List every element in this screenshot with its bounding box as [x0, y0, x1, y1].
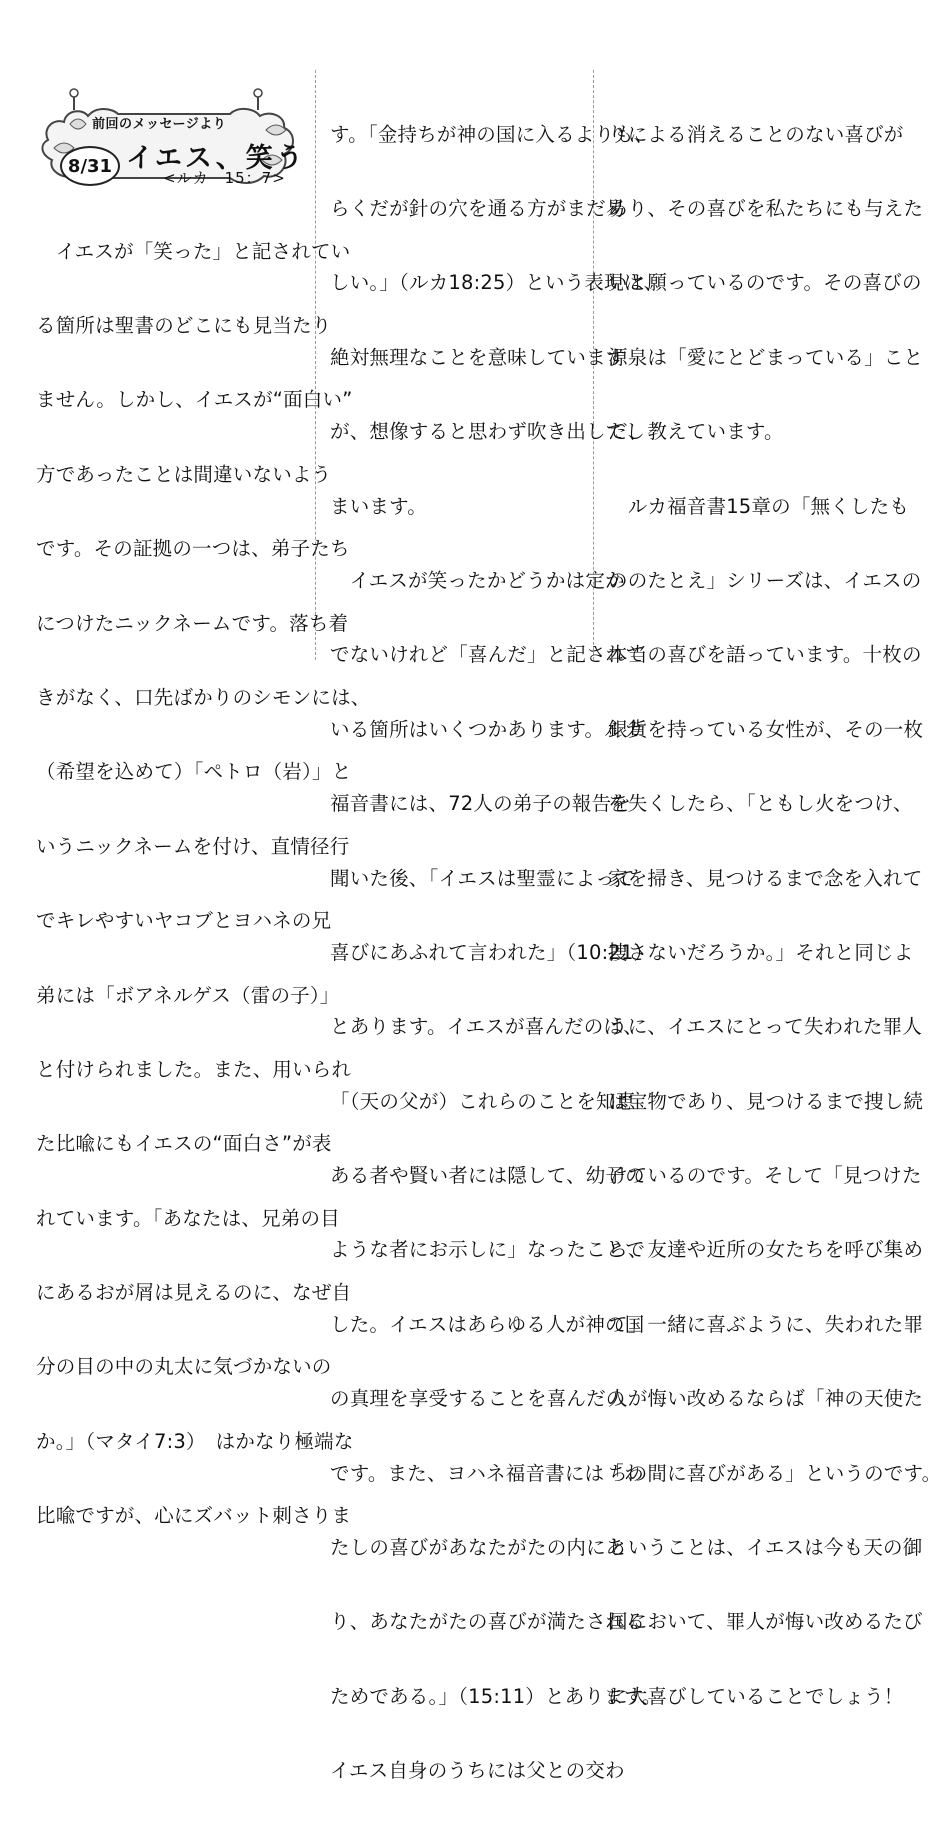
text-line: 「（天の父が）これらのことを知恵: [330, 1089, 636, 1113]
text-line: 家を掃き、見つけるまで念を入れて: [608, 866, 923, 890]
text-line: の真理を享受することを喜んだの: [330, 1387, 626, 1411]
text-line: しい。」（ルカ18:25）という表現は、: [330, 271, 664, 295]
text-line: 絶対無理なことを意味しています: [330, 345, 626, 369]
text-line: 本当の喜びを語っています。十枚の: [608, 643, 922, 667]
text-line: を失くしたら、「ともし火をつけ、: [608, 792, 913, 816]
text-line: ある者や賢い者には隠して、幼子の: [330, 1164, 645, 1188]
text-line: した。イエスはあらゆる人が神の国: [330, 1312, 645, 1336]
text-line: 分の目の中の丸太に気づかないの: [36, 1355, 332, 1379]
text-line: りによる消えることのない喜びが: [608, 122, 904, 146]
text-line: が、想像すると思わず吹き出してし: [330, 420, 646, 444]
text-line: 銀貨を持っている女性が、その一枚: [608, 717, 924, 741]
text-line: ような者にお示しに」なったことで: [330, 1238, 646, 1262]
text-line: です。その証拠の一つは、弟子たち: [36, 537, 350, 561]
text-column-1: [36, 190, 371, 1579]
text-line: に大喜びしていることでしょう！: [608, 1684, 904, 1708]
text-line: ののたとえ」シリーズは、イエスの: [608, 568, 922, 592]
text-line: いうニックネームを付け、直情径行: [36, 834, 350, 858]
text-line: た比喩にもイエスの“面白さ”が表: [36, 1132, 332, 1156]
text-line: まいます。: [330, 494, 427, 518]
scripture-reference: <ルカ 15：7>: [163, 169, 286, 187]
text-line: けているのです。そして「見つけた: [608, 1164, 922, 1188]
text-line: とあります。イエスが喜んだのは、: [330, 1015, 643, 1039]
text-line: ためである。」（15:11）とあります。: [330, 1684, 662, 1708]
text-line: 源泉は「愛にとどまっている」こと: [608, 345, 924, 369]
text-line: だ、教えています。: [608, 420, 784, 444]
text-line: （希望を込めて）「ペトロ（岩）」と: [36, 760, 352, 784]
text-line: る箇所は聖書のどこにも見当たり: [36, 313, 332, 337]
text-line: ちの間に喜びがある」というのです。: [608, 1461, 941, 1485]
text-line: ということは、イエスは今も天の御: [608, 1536, 923, 1560]
text-line: たしの喜びがあなたがたの内にあ: [330, 1536, 626, 1560]
text-line: につけたニックネームです。落ち着: [36, 611, 349, 635]
text-line: 方であったことは間違いないよう: [36, 462, 332, 486]
text-line: 比喩ですが、心にズバット刺さりま: [36, 1504, 352, 1528]
text-column-3: [608, 73, 941, 1759]
text-line: 弟には「ボアネルゲス（雷の子）」: [36, 983, 340, 1007]
text-line: 喜びにあふれて言われた」（10:21）: [330, 940, 654, 964]
text-line: 聞いた後、「イエスは聖霊によって: [330, 866, 635, 890]
text-line: か。」（マタイ7:3） はかなり極端な: [36, 1429, 354, 1453]
text-line: です。また、ヨハネ福音書には「わ: [330, 1461, 644, 1485]
text-line: 国において、罪人が悔い改めるたび: [608, 1610, 923, 1634]
text-line: と付けられました。また、用いられ: [36, 1057, 352, 1081]
text-line: 人が悔い改めるならば「神の天使た: [608, 1387, 924, 1411]
text-line: いと願っているのです。その喜びの: [608, 271, 922, 295]
text-line: でないけれど「喜んだ」と記されて: [330, 643, 646, 667]
text-line: でキレやすいヤコブとヨハネの兄: [36, 909, 332, 933]
text-line: り、あなたがたの喜びが満たされる: [330, 1610, 646, 1634]
text-line: にあるおが屑は見えるのに、なぜ自: [36, 1281, 352, 1305]
text-line: うに、イエスにとって失われた罪人: [608, 1015, 923, 1039]
text-line: ルカ福音書15章の「無くしたも: [608, 494, 910, 518]
page-title: イエス、笑う: [126, 143, 306, 174]
text-line: ら、友達や近所の女たちを呼び集め: [608, 1238, 924, 1262]
text-line: イエス自身のうちには父との交わ: [330, 1759, 625, 1783]
header-label: 前回のメッセージより: [92, 117, 227, 132]
text-line: て」一緒に喜ぶように、失われた罪: [608, 1312, 924, 1336]
text-line: は宝物であり、見つけるまで捜し続: [608, 1089, 924, 1113]
text-line: あり、その喜びを私たちにも与えた: [608, 196, 924, 220]
text-line: いる箇所はいくつかあります。ルカ: [330, 717, 644, 741]
text-line: きがなく、口先ばかりのシモンには、: [36, 685, 371, 709]
text-line: れています。「あなたは、兄弟の目: [36, 1206, 340, 1230]
text-line: ません。しかし、イエスが“面白い”: [36, 388, 353, 412]
text-line: す。「金持ちが神の国に入るよりも、: [330, 122, 654, 146]
text-line: らくだが針の穴を通る方がまだ易: [330, 196, 626, 220]
date-badge: 8/31: [60, 146, 120, 186]
text-line: 捜さないだろうか。」それと同じよ: [608, 940, 914, 964]
text-line: イエスが「笑った」と記されてい: [36, 239, 351, 263]
text-line: 福音書には、72人の弟子の報告を: [330, 792, 632, 816]
text-line: イエスが笑ったかどうかは定か: [330, 568, 625, 592]
